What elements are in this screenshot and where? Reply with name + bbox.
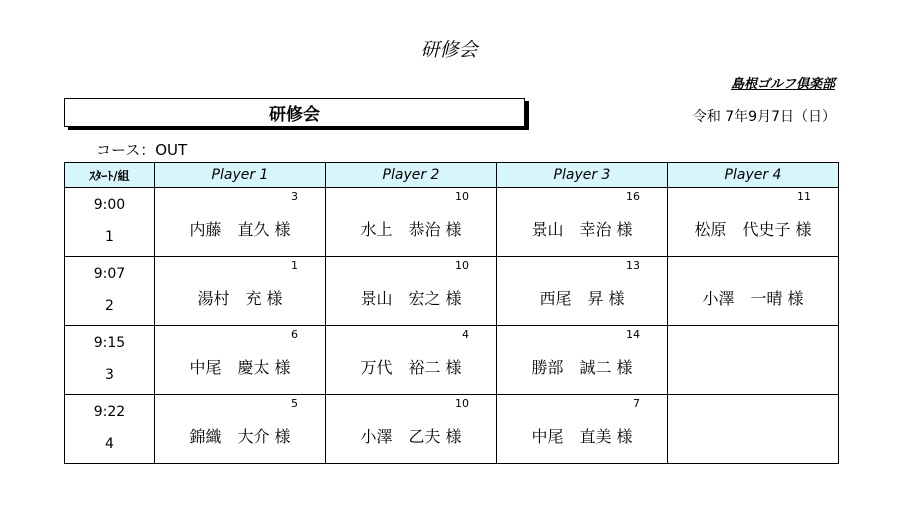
handicap: 11 — [797, 190, 811, 203]
player-name: 錦織 大介 様 — [189, 426, 291, 446]
player-name: 松原 代史子 様 — [694, 219, 812, 239]
group-number: 2 — [105, 298, 114, 314]
document-title: 研修会 — [420, 39, 478, 61]
group-number: 3 — [105, 367, 114, 383]
player-name: 万代 裕二 様 — [360, 357, 462, 377]
player-name: 中尾 慶太 様 — [189, 357, 291, 377]
player-cell — [668, 188, 839, 257]
table-row — [65, 257, 839, 326]
table-row — [65, 326, 839, 395]
header-player-4: Player 4 — [668, 163, 839, 188]
table-row — [65, 188, 839, 257]
player-cell — [668, 326, 839, 395]
handicap: 10 — [455, 259, 469, 272]
player-name: 西尾 昇 様 — [539, 288, 625, 308]
header-player-3: Player 3 — [497, 163, 668, 188]
group-number: 1 — [105, 229, 114, 245]
player-cell — [326, 395, 497, 464]
player-name: 勝部 誠二 様 — [531, 357, 633, 377]
player-cell — [668, 257, 839, 326]
handicap: 1 — [291, 259, 298, 272]
player-cell — [497, 257, 668, 326]
player-cell — [326, 188, 497, 257]
player-cell — [497, 326, 668, 395]
handicap: 6 — [291, 328, 298, 341]
handicap: 14 — [626, 328, 640, 341]
start-cell — [65, 326, 155, 395]
header-start-group: ｽﾀｰﾄ/組 — [65, 163, 155, 188]
player-cell — [497, 188, 668, 257]
handicap: 16 — [626, 190, 640, 203]
event-title-box — [64, 98, 525, 127]
start-time: 9:22 — [93, 404, 126, 420]
handicap: 10 — [455, 190, 469, 203]
player-name: 小澤 一晴 様 — [702, 288, 804, 308]
handicap: 3 — [291, 190, 298, 203]
player-cell — [155, 395, 326, 464]
event-title: 研修会 — [269, 105, 320, 125]
club-name: 島根ゴルフ倶楽部 — [730, 77, 835, 92]
handicap: 10 — [455, 397, 469, 410]
player-cell — [155, 326, 326, 395]
header-player-1: Player 1 — [155, 163, 326, 188]
player-cell — [155, 188, 326, 257]
table-row — [65, 395, 839, 464]
player-name: 湯村 充 様 — [197, 288, 283, 308]
header-player-2: Player 2 — [326, 163, 497, 188]
start-cell — [65, 188, 155, 257]
player-cell — [326, 326, 497, 395]
player-cell — [326, 257, 497, 326]
player-cell — [155, 257, 326, 326]
player-cell — [497, 395, 668, 464]
start-cell — [65, 257, 155, 326]
player-name — [668, 423, 838, 435]
group-number: 4 — [105, 436, 114, 452]
header-row — [65, 163, 839, 188]
pairings-table — [64, 162, 839, 464]
player-name — [668, 354, 838, 366]
player-name: 小澤 乙夫 様 — [360, 426, 462, 446]
player-name: 景山 幸治 様 — [531, 219, 633, 239]
player-cell — [668, 395, 839, 464]
handicap: 4 — [462, 328, 469, 341]
course-label: コース：OUT — [96, 141, 188, 159]
start-time: 9:07 — [93, 266, 126, 282]
start-time: 9:00 — [93, 197, 126, 213]
player-name: 中尾 直美 様 — [531, 426, 633, 446]
start-time: 9:15 — [93, 335, 126, 351]
handicap: 5 — [291, 397, 298, 410]
start-cell — [65, 395, 155, 464]
handicap: 13 — [626, 259, 640, 272]
event-date: 令和 7年9月7日（日） — [692, 109, 836, 125]
player-name: 景山 宏之 様 — [360, 288, 462, 308]
handicap: 7 — [633, 397, 640, 410]
player-name: 内藤 直久 様 — [189, 219, 291, 239]
player-name: 水上 恭治 様 — [360, 219, 462, 239]
